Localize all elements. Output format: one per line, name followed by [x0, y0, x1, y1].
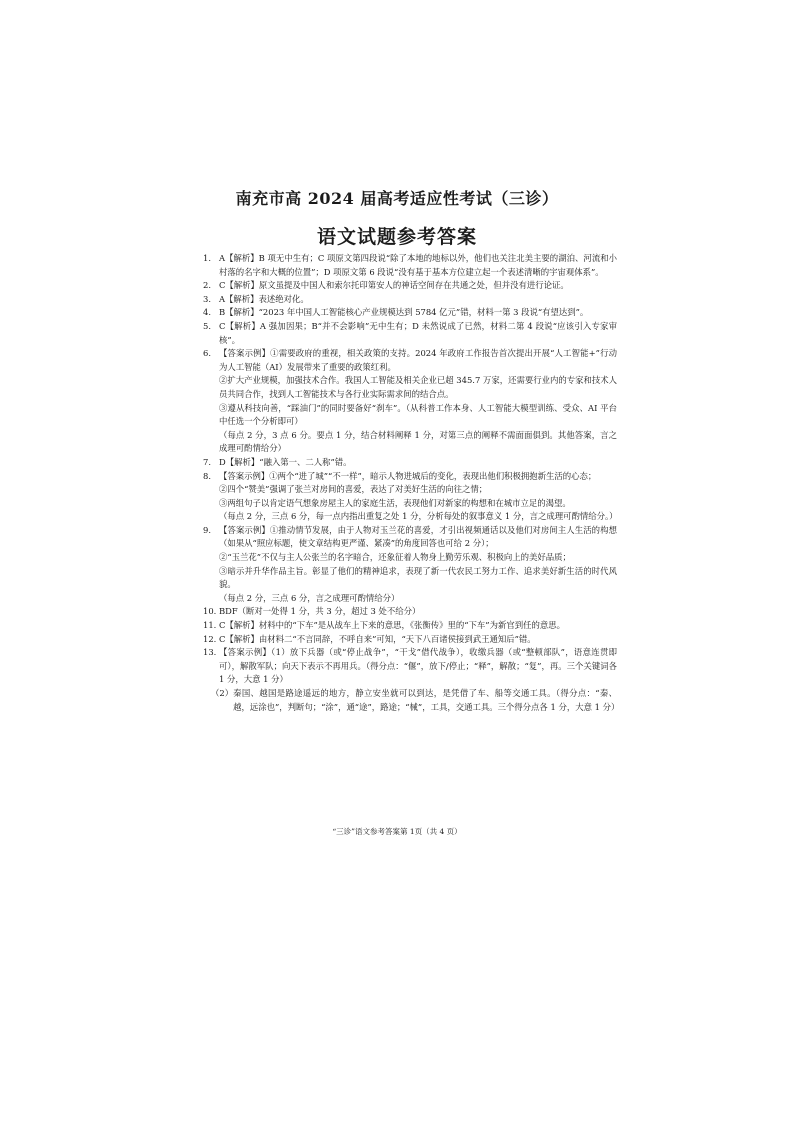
document-title: 南充市高 2024 届高考适应性考试（三诊）: [235, 189, 559, 208]
answer-number: 11.: [203, 620, 217, 631]
answer-text: 【答案示例】①需要政府的重视，相关政策的支持。2024 年政府工作报告首次提出开展“人工智能+”行动为人工智能（AI）发展带来了重要的政策红利。: [219, 348, 617, 372]
answer-text: A【解析】B 项无中生有；C 项原文第四段说“除了本地的地标以外，他们也关注北美主要的湖泊、河流和小村落的名字和大概的位置”；D 项原文第 6 段说“没有基于基本方位建立起一个表述清晰的宇宙观体系”。: [219, 253, 617, 277]
answer-item: [203, 619, 617, 633]
answer-body: [219, 456, 617, 470]
answer-body: [219, 633, 617, 647]
answer-text: ③暗示并升华作品主旨。彰显了他们的精神追求，表现了新一代农民工努力工作、追求美好新生活的时代风貌。: [219, 565, 617, 590]
answer-body: [219, 605, 617, 619]
answer-text: C【解析】材料中的“下车”是从战车上下来的意思，《张衡传》里的“下车”为新官到任的意思。: [219, 620, 565, 631]
answer-text: C【解析】A 强加因果；B“并不会影响”无中生有；D 未然说成了已然，材料二第 4 段说“应该引入专家审核”。: [219, 320, 617, 345]
answer-item: [203, 605, 617, 619]
answer-item: [203, 524, 617, 606]
answer-number: 1.: [203, 253, 211, 263]
answer-text: D【解析】“融入第一、二人称”错。: [219, 456, 352, 467]
answer-number: 8.: [203, 470, 211, 481]
answer-number: 9.: [203, 524, 211, 535]
answer-text: ③遵从科技向善，“踩油门”的同时要备好“刹车”。（从科普工作本身、人工智能大模型训练、受众、AI 平台中任选一个分析即可）: [219, 402, 617, 427]
answer-item: [203, 347, 617, 456]
answer-text: 【答案示例】①两个“进了城”“不一样”，暗示人物进城后的变化，表现出他们积极拥抱新生活的心态；: [219, 470, 597, 481]
answer-text: ②扩大产业规模，加强技术合作。我国人工智能及相关企业已超 345.7 万家，还需要行业内的专家和技术人员共同合作，找到人工智能技术与各行业实际需求间的结合点。: [219, 375, 617, 399]
answer-text: B【解析】“2023 年中国人工智能核心产业规模达到 5784 亿元”错，材料一第 3 段说“有望达到”。: [219, 307, 589, 318]
answer-item: [203, 320, 617, 347]
answer-item: [203, 279, 617, 293]
answer-text: ②“玉兰花”不仅与主人公张兰的名字暗合，还象征着人物身上勤劳乐观、积极向上的美好品质；: [219, 552, 571, 563]
answer-item: [203, 456, 617, 470]
answer-body: [219, 279, 617, 293]
answer-number: 12.: [203, 633, 217, 644]
answer-number: 10.: [203, 606, 217, 617]
answer-item: [203, 306, 617, 320]
answer-number: 13.: [203, 647, 217, 658]
answer-subtext: 秦国、越国是路途遥远的地方，静立安坐就可以到达，是凭借了车、船等交通工具。（得分点：“秦、越，远涂也”，判断句；“涂”，通“途”，路途；“械”，工具，交通工具。三个得分点各 1 分，大意 1 分）: [233, 688, 620, 712]
answer-item: [203, 252, 617, 279]
answer-number: 2.: [203, 280, 211, 291]
answer-number: 4.: [203, 307, 211, 318]
answer-body: [219, 252, 617, 279]
answer-text: ②四个“赞美”强调了张兰对房间的喜爱，表达了对美好生活的向往之情；: [219, 484, 488, 495]
answer-body: [219, 293, 617, 307]
answer-text: BDF（断对一处得 1 分，共 3 分，超过 3 处不给分）: [219, 606, 421, 617]
answer-item: [203, 470, 617, 524]
answer-text: ③两组句子以肯定语气想象房屋主人的家庭生活，表现他们对新家的构想和在城市立足的渴望。: [219, 497, 571, 508]
answer-text: 【答案示例】（1）放下兵器（或“停止战争”，“干戈”借代战争），收缴兵器（或“整顿部队”，语意连贯即可），解散军队；向天下表示不再用兵。（得分点：“偃”，放下/停止；“释”，解散；“复”，再。三个关键词各 1 分，大意 1 分）: [219, 647, 617, 685]
answer-body: [219, 646, 617, 687]
answer-subnumber: （2）: [211, 688, 234, 698]
page-footer: “三诊”语文参考答案第 1页（共 4 页）: [332, 827, 462, 836]
answer-text: C【解析】原文虽提及中国人和索尔托印第安人的神话空间存在共通之处，但并没有进行论证。: [219, 280, 569, 291]
answer-list: [203, 252, 620, 714]
answer-text: 【答案示例】①推动情节发展，由于人物对玉兰花的喜爱，才引出视频通话以及他们对房间主人生活的构想（如果从“照应标题，使文章结构更严谨、紧凑”的角度回答也可给 2 分）；: [219, 524, 617, 549]
answer-number: 6.: [203, 348, 211, 359]
answer-number: 3.: [203, 293, 211, 304]
answer-item: [203, 646, 617, 687]
document-subtitle: 语文试题参考答案: [316, 226, 477, 248]
answer-scoring-note: （每点 2 分，三点 6 分，言之成理可酌情给分）: [219, 592, 400, 603]
answer-scoring-note: （每点 2 分，三点 6 分，每一点内指出重复之处 1 分，分析每处的叙事意义 1 分，言之成理可酌情给分。）: [219, 511, 618, 522]
answer-scoring-note: （每点 2 分，3 点 6 分。要点 1 分，结合材料阐释 1 分，对第三点的阐释不需面面俱到。其他答案，言之成理可酌情给分）: [219, 429, 617, 454]
answer-body: [219, 524, 617, 606]
answer-item: [203, 633, 617, 647]
answer-item: [203, 293, 617, 307]
answer-body: [219, 306, 617, 320]
answer-number: 5.: [203, 320, 211, 331]
answer-text: A【解析】表述绝对化。: [219, 293, 309, 304]
answer-body: [219, 470, 617, 524]
answer-subitem: [203, 687, 620, 714]
answer-number: 7.: [203, 456, 211, 467]
answer-body: [219, 320, 617, 347]
answer-body: [219, 619, 617, 633]
answer-body: [219, 347, 617, 456]
answer-text: C【解析】由材料二“不言同辞，不呼自来”可知，“天下八百诸侯接到武王通知后”错。: [219, 633, 536, 644]
